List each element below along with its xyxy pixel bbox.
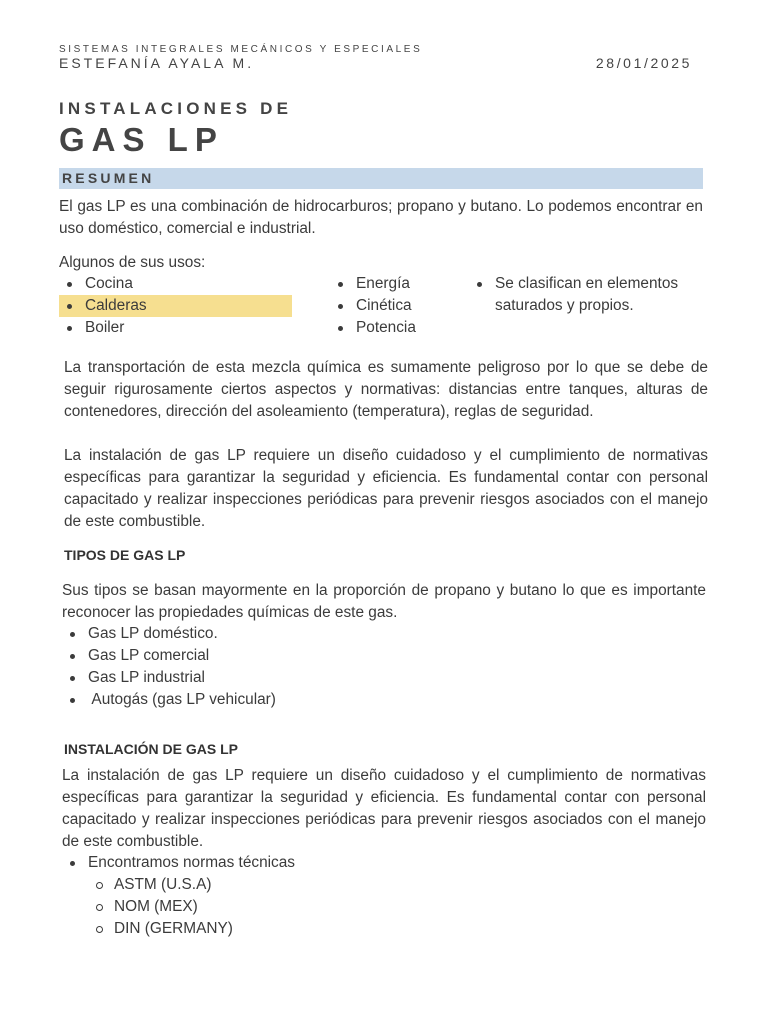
summary-intro: El gas LP es una combinación de hidrocarburos; propano y butano. Lo podemos encontrar en uso doméstico, comercial e industrial.	[59, 198, 703, 237]
uses-label: Algunos de sus usos:	[59, 254, 206, 271]
list-item: Energía	[330, 273, 460, 295]
company-name: SISTEMAS INTEGRALES MECÁNICOS Y ESPECIALES	[59, 44, 423, 55]
list-item: Autogás (gas LP vehicular)	[62, 689, 562, 711]
uses-list-2	[330, 273, 460, 339]
uses-list-1	[59, 273, 292, 339]
page-title: GAS LP	[59, 121, 224, 158]
tipos-heading: TIPOS DE GAS LP	[64, 547, 186, 563]
list-item: Cocina	[59, 273, 292, 295]
summary-bar	[59, 168, 703, 189]
list-item: Cinética	[330, 295, 460, 317]
transport-paragraph: La transportación de esta mezcla química es sumamente peligroso por lo que se debe de seguir rigurosamente ciertos aspectos y normativas: distancias entre tanques, alturas de contenedores, dirección del asoleamiento (temperatura), reglas de seguridad.	[64, 359, 708, 420]
list-item: Gas LP doméstico.	[62, 623, 562, 645]
instalacion-text: La instalación de gas LP requiere un diseño cuidadoso y el cumplimiento de normativas específicas para garantizar la seguridad y eficiencia. Es fundamental contar con personal capacitado y realizar inspecciones periódicas para prevenir riesgos asociados con el manejo de este combustible.	[62, 767, 706, 850]
list-item: Gas LP comercial	[62, 645, 562, 667]
document-date: 28/01/2025	[595, 55, 692, 71]
instalacion-heading: INSTALACIÓN DE GAS LP	[64, 741, 238, 757]
title-line-1: INSTALACIONES DE	[59, 99, 293, 118]
list-item: NOM (MEX)	[62, 896, 562, 918]
tipos-list	[62, 623, 562, 711]
list-item: Potencia	[330, 317, 460, 339]
list-item-highlighted: Calderas	[59, 295, 292, 317]
list-item: DIN (GERMANY)	[62, 918, 562, 940]
list-item: ASTM (U.S.A)	[62, 874, 562, 896]
list-item: Boiler	[59, 317, 292, 339]
uses-list-3	[469, 273, 709, 317]
list-item: Gas LP industrial	[62, 667, 562, 689]
list-item: Se clasifican en elementos saturados y propios.	[469, 273, 709, 317]
instalacion-list	[62, 852, 562, 874]
summary-label: RESUMEN	[62, 170, 155, 186]
norms-list	[62, 874, 562, 940]
tipos-text: Sus tipos se basan mayormente en la proporción de propano y butano lo que es importante reconocer las propiedades químicas de este gas.	[62, 582, 706, 621]
installation-paragraph: La instalación de gas LP requiere un diseño cuidadoso y el cumplimiento de normativas específicas para garantizar la seguridad y eficiencia. Es fundamental contar con personal capacitado y realizar inspecciones periódicas para prevenir riesgos asociados con el manejo de este combustible.	[64, 447, 708, 530]
list-item: Encontramos normas técnicas	[62, 852, 562, 874]
author-name: ESTEFANÍA AYALA M.	[59, 55, 255, 71]
